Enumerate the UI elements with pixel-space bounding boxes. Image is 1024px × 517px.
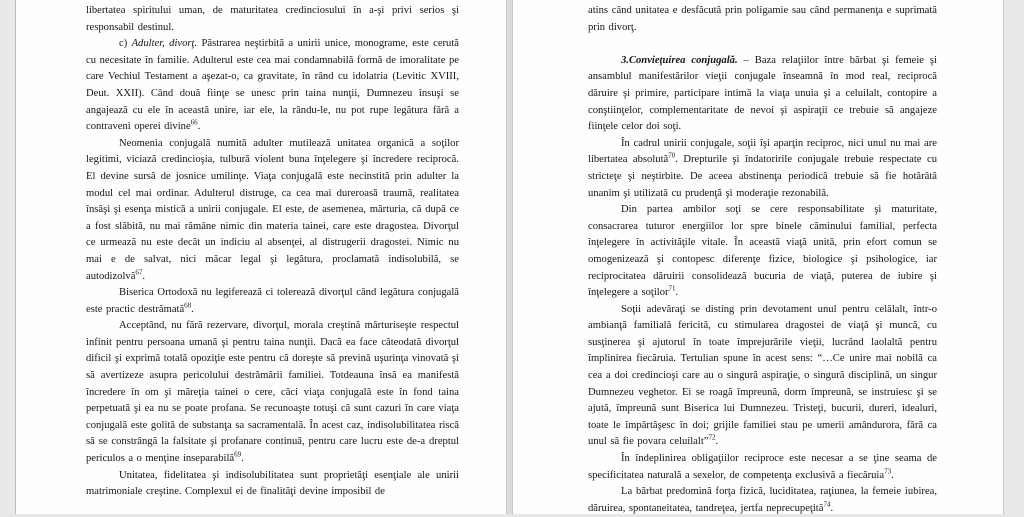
paragraph bbox=[588, 3, 937, 36]
text-run: Adulter, divorţ. bbox=[131, 38, 198, 50]
text-run: . bbox=[142, 270, 146, 282]
paragraph bbox=[86, 468, 459, 501]
footnote-reference: 70 bbox=[668, 151, 676, 160]
paragraph bbox=[86, 3, 459, 36]
paragraph bbox=[86, 136, 459, 285]
text-run: c) bbox=[119, 38, 132, 50]
text-run: . Drepturile şi îndatoririle conjugale trebuie respectate cu stricteţe şi neştirbite. De aceea abstinenţa periodică trebuie să fie hotărâtă unanim şi utilizată cu prudenţă şi moderaţie rezonabilă. bbox=[588, 154, 937, 199]
text-run: . bbox=[191, 303, 194, 315]
footnote-reference: 69 bbox=[234, 450, 242, 459]
footnote-reference: 67 bbox=[135, 267, 143, 276]
text-run: atins când unitatea e desfăcută prin poligamie sau când permanenţa e suprimată prin divorţ. bbox=[588, 5, 937, 33]
footnote-reference: 72 bbox=[708, 433, 716, 442]
page-right bbox=[513, 0, 1004, 517]
paragraph bbox=[588, 202, 937, 302]
text-run: Păstrarea neştirbită a unirii unice, monograme, este cerută cu necesitate în familie. Adulterul este cea mai condamnabilă formă de imoralitate pe care Vechiul Testament a aşezat-o, ca gravitate, în rând cu idolatria (Levitic XVIII, Deut. XXII). Când două fiinţe se unesc prin taina nunţii, Dumnezeu însuşi se angajează cu ele în această unire, iar ele, la rându-le, nu pot rupe legătura fără a contraveni operei divine bbox=[86, 38, 459, 133]
text-run: . bbox=[241, 453, 244, 465]
text-run: Neomenia conjugală numită adulter mutilează unitatea organică a soţilor legitimi, viciază credincioşia, tulbură violent buna înţelegere şi încredere reciprocă. El devine sursă de josnice umilinţe. Viaţa conjugală este necinstită prin adulter la modul cel mai ordinar. Adulterul distruge, ca cea mai dureroasă traumă, realitatea însăşi şi esenţa mistică a unirii conjugale. El este, de asemenea, mărturia, că după ce a fost slăbită, nu mai rămâne nimic din materia tainei, care este dragostea. Divorţul ce urmează nu este decât un indiciu al absenţei, al distrugerii dragostei. Nimic nu mai e de salvat, nici măcar legal şi legătura, proclamată indisolubilă, se autodizolvă bbox=[86, 137, 459, 282]
paragraph bbox=[588, 53, 937, 136]
text-run: 3.Convieţuirea conjugală. bbox=[621, 54, 738, 66]
text-run: . bbox=[891, 469, 894, 481]
text-run: La bărbat predomină forţa fizică, luciditatea, raţiunea, la femeie iubirea, dăruirea, spontaneitatea, tandreţea, jertfa neprecupeţită bbox=[588, 486, 937, 514]
paragraph bbox=[588, 484, 937, 517]
page-gutter bbox=[506, 0, 513, 517]
text-run: În cadrul unirii conjugale, soţii îşi aparţin reciproc, nici unul nu mai are libertatea absolută bbox=[588, 137, 937, 166]
paragraph bbox=[588, 136, 937, 202]
text-run: În îndeplinirea obligaţiilor reciproce este necesar a se ţine seama de specificitatea naturală a sexelor, de competenţa exclusivă a fiecăruia bbox=[588, 453, 937, 481]
footnote-reference: 73 bbox=[884, 467, 892, 476]
text-run: Soţii adevăraţi se disting prin devotament unul pentru celălalt, într-o ambianţă familială fericită, cu stimularea dragostei de viaţă şi muncă, cu susţinerea şi ajutorul în toate împrejurările vieţii, lucrând laolaltă pentru împlinirea fiecăruia. Tertulian spune în acest sens: “…Ce unire mai nobilă ca cea a doi credincioşi care au o singură aspiraţie, o singură disciplină, un singur Dumnezeu veghetor. Ei se roagă împreună, dorm împreună, se instruiesc şi se ajută, împreună sunt Biserica lui Dumnezeu. Tristeţi, bucurii, dureri, idealuri, toate le împărtăşesc în doi; grijile familiei stau pe umerii amândurora, fără ca unul să fie povara celuilalt” bbox=[588, 303, 937, 448]
paragraph bbox=[86, 318, 459, 467]
text-run: libertatea spiritului uman, de maturitatea credinciosului în a-şi privi serios şi responsabil destinul. bbox=[86, 5, 459, 33]
footnote-reference: 71 bbox=[668, 284, 676, 293]
text-run: . bbox=[675, 287, 679, 299]
paragraph bbox=[86, 36, 459, 136]
paragraph bbox=[588, 302, 937, 451]
paragraph bbox=[588, 451, 937, 484]
footnote-reference: 68 bbox=[184, 301, 192, 310]
footnote-reference: 66 bbox=[190, 118, 198, 127]
text-run: Acceptând, nu fără rezervare, divorţul, morala creştină mărturiseşte respectul infinit pentru persoana umană şi pentru taina nunţii. Dacă ea face câteodată divorţul dificil şi exprimă totală opoziţie este pentru că doreşte să prevină uşurinţa vinovată şi să avertizeze asupra pericolului destrămării familiei. Totdeauna însă ea manifestă încredere în om şi măreţia tainei o cere, căci viaţa conjugală este în fond taina perpetuată şi ea nu se poate profana. Se recunoaşte totuşi că sunt cazuri în care viaţa conjugală este golită de substanţa sa sacramentală. În acest caz, indisolubilitatea riscă să se constrângă la falsitate şi profanare continuă, pentru care lucru este de-a dreptul periculos a o menţine inseparabilă bbox=[86, 320, 459, 465]
text-run: – Baza relaţiilor între bărbat şi femeie şi ansamblul manifestărilor vieţii conjugale înseamnă în mod real, reciprocă dăruire şi primire, participare intimă la viaţa unuia şi a celuilalt, contopire a conştiinţelor, complementaritate de nevoi şi aspiraţii ce trebuie să angajeze fiinţele celor doi soţi. bbox=[588, 54, 937, 133]
text-run: Biserica Ortodoxă nu legiferează ci tolerează divorţul când legătura conjugală este practic destrămată bbox=[86, 287, 459, 315]
text-run: Unitatea, fidelitatea şi indisolubilitatea sunt proprietăţi esenţiale ale unirii matrimoniale creştine. Complexul ei de finalităţi devine imposibil de bbox=[86, 469, 459, 498]
footnote-reference: 74 bbox=[823, 500, 831, 509]
paragraph bbox=[86, 285, 459, 318]
text-run: . bbox=[715, 436, 719, 448]
text-run: Din partea ambilor soţi se cere responsabilitate şi maturitate, consacrarea tuturor energiilor lor spre binele căminului familial, perfecta înţelegere în activităţile vitale. În această viaţă unită, prin efort comun se omogenizează şi contopesc diferenţe fizice, biologice şi psihologice, iar reciprocitatea dăruirii consolidează bucuria de viaţă, puterea de iubire şi înţelegere a soţilor bbox=[588, 204, 937, 299]
text-run: . bbox=[197, 121, 201, 133]
text-run: . bbox=[830, 502, 834, 514]
page-left bbox=[15, 0, 508, 517]
